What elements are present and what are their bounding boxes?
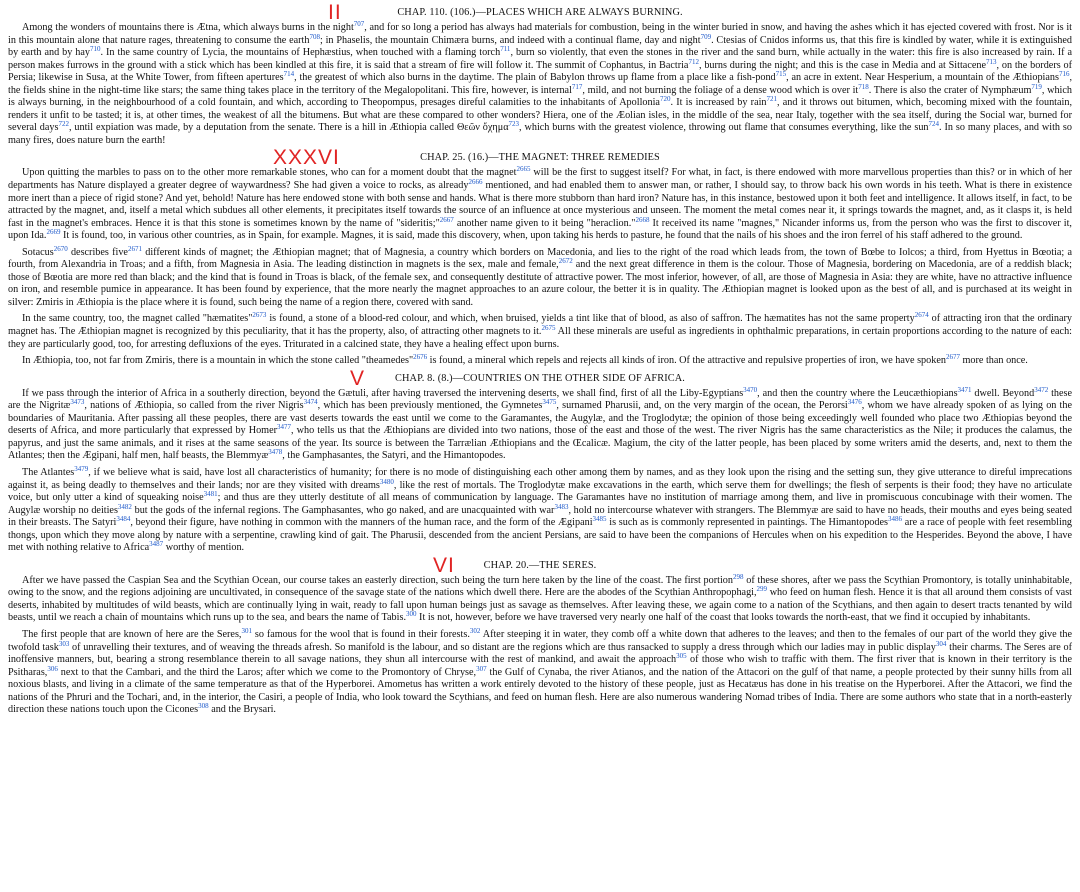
text-run: who feed on human flesh. Hence it is that all around them consists of vast deserts, inhabited by multitudes of wild beasts, which are continually lying in wait, ready to fall upon human beings just as savage as themselves. After leaving these, we again come to a nation of the Scythians, and then again to desert tracts tenanted by wild beasts, until we reach a chain of mountains which runs up to the sea, and bears the name of Tabis. <box>8 587 1072 624</box>
text-run: After steeping it in water, they comb off a white down that adheres to the leaves; and then to the females of our part of the world they give the twofold task <box>8 628 1073 653</box>
footnote-link[interactable]: 3476 <box>847 398 862 407</box>
text-run: , the greatest of which also burns in the daytime. The plain of Babylon throws up flame from a place like a fish-pond <box>294 72 776 84</box>
footnote-link[interactable]: 3479 <box>74 464 89 473</box>
text-run: will be the first to suggest itself? For what, in fact, is there endowed with more marvellous properties than this? or in which of her departments has Nature displayed a greater degree of waywardness? She had given a voice to rocks, as already <box>8 167 1073 192</box>
footnote-link[interactable]: 2672 <box>558 257 573 266</box>
text-run: All these minerals are useful as ingredients in ophthalmic preparations, in certain proportions according to the nature of each: they are particularly good, too, for arresting defluxions of the eyes. Triturated in a calcined state, they have a healing effect upon burns. <box>8 326 1072 350</box>
text-run: , burn so violently, that even the stones in the river and the sand burn, while actually in the water: this fire is also increased by rain. If a person makes furrows in the ground with a stick which has been kindled at this fire, it is said that a stream of fire will follow it. The summit of Cophantus, in Bactria <box>8 47 1073 71</box>
handwritten-book-mark: VI <box>433 553 455 577</box>
footnote-link[interactable]: 3470 <box>743 385 758 394</box>
text-run: . It is increased by rain <box>670 97 767 109</box>
footnote-link[interactable]: 2677 <box>945 353 960 362</box>
handwritten-book-mark: XXXVI <box>273 146 340 170</box>
text-run: different kinds of magnet; the Æthiopian magnet; that of Magnesia, a country which borders on Macedonia, and lies to the right of the road which leads from, the town of Bœbe to Iolcos; a third, from Hyettus in Bœotia; a fourth, from Alexandria in Troas; and a fifth, from Magnesia in Asia. The leading distinction in magnets is the sex, male and female, <box>8 246 1073 271</box>
footnote-link[interactable]: 3486 <box>887 515 902 524</box>
text-run: , like the rest of mortals. The Troglodytæ make excavations in the earth, which serve them for dwellings; the flesh of serpents is their food; they have no articulate voice, but only utter a kind of squeaking noise <box>8 479 1072 504</box>
footnote-link[interactable]: 2674 <box>914 311 929 320</box>
text-run: so famous for the wool that is found in their forests. <box>251 628 470 640</box>
text-run: , mild, and not burning the foliage of a dense wood which is over it <box>582 84 859 96</box>
handwritten-book-mark: V <box>350 366 366 390</box>
text-run: these are the Nigritæ <box>8 387 1073 412</box>
text-run: . In the same country of Lycia, the mountains of Hephæstius, when touched with a flaming torch <box>100 47 501 59</box>
paragraph <box>8 464 1073 555</box>
footnote-link[interactable]: 710 <box>90 45 101 54</box>
footnote-link[interactable]: 708 <box>309 32 320 41</box>
footnote-link[interactable]: 2676 <box>413 353 428 362</box>
text-run: , surnamed Pharusii, and, on the very margin of the ocean, the Perorsi <box>556 400 848 412</box>
text-run: worthy of mention. <box>163 542 245 554</box>
footnote-link[interactable]: 3477 <box>277 423 292 432</box>
footnote-link[interactable]: 718 <box>858 82 869 91</box>
text-run: , an acre in extent. Near Hesperium, a mountain of the Æthiopians <box>786 72 1059 84</box>
text-run: It received its name "magnes," Nicander informs us, from the person who was the first to discover it, upon Ida. <box>8 217 1072 242</box>
text-run: describes five <box>67 246 128 258</box>
text-run: , and for so long a period has always had materials for combustion, being in the winter buried in snow, and having the ashes which it has ejected covered with frost. Nor is it in this mountain alone that nature rages, threatening to consume the earth <box>8 22 1073 46</box>
text-run: is such as is commonly represented in paintings. The Himantopodes <box>606 517 888 529</box>
text-run: , beyond their figure, have nothing in common with the manners of the human race, and the form of the Ægipani <box>130 517 593 529</box>
footnote-link[interactable]: 299 <box>756 585 768 594</box>
text-run: ; and thus are they utterly destitute of all means of communication by language. The Garamantes have no institution of marriage among them, and live in promiscuous concubinage with their women. The Augylæ worship no deities <box>8 492 1073 516</box>
text-run: , and it throws out bitumen, which, becoming mixed with the fountain, renders it unfit to be tasted; it is, at other times, the weakest of all the bitumens. But what are these compared to other wonders? Hiera, one of the Æolian isles, in the middle of the sea, near Italy, together with the sea itself, during the Social war, burned for several days <box>8 97 1072 134</box>
text-run: The Atlantes <box>22 466 75 478</box>
text-run: It is found, too, in various other countries, as in Spain, for example. Magnes, it is said, made this discovery, when, upon taking his herds to pasture, he found that the nails of his shoes and the iron ferrel of his staff adhered to the ground. <box>60 230 1023 242</box>
footnote-link[interactable]: 717 <box>571 82 583 91</box>
text-run: , burns during the night; and this is the case in Media and at Sittacene <box>698 59 986 71</box>
text-run: , on the borders of Persia; likewise in Susa, at the White Tower, from fifteen apertures <box>8 59 1072 84</box>
text-run: of unravelling their textures, and of weaving the threads afresh. So manifold is the labour, and so distant are the regions which are thus ransacked to supply a dress through which our ladies may in public display <box>69 641 936 653</box>
footnote-link[interactable]: 306 <box>47 664 58 673</box>
text-run: are a race of people with feet resembling thongs, upon which they move along by nature with a serpentine, crawling kind of gait. The Pharusii, descended from the ancient Persians, are said to have been the companions of Hercules when on his expedition to the Hesperides. Beyond the above, I have met with nothing relative to Africa <box>8 517 1073 554</box>
chapter-countries-africa <box>8 366 1073 555</box>
text-run: , the fields shine in the night-time like stars; the same thing takes place in the territory of the Megalopolitani. This fire, however, is internal <box>8 72 1073 96</box>
paragraph <box>8 313 1072 351</box>
text-run: , if we believe what is said, have lost all characteristics of humanity; for there is no mode of distinguishing each other among them by names, and as they look upon the rising and the setting sun, they give utterance to direful imprecations against it, as being deadly to themselves and their lands; nor are they visited with dreams <box>8 466 1072 491</box>
chapter-title: CHAP. 20.—THE SERES. <box>483 559 597 571</box>
footnote-link[interactable]: 707 <box>353 20 365 28</box>
text-run: , the Gamphasantes, the Satyri, and the Himantopodes. <box>282 450 506 462</box>
text-run: . In so many places, and with so many fires, does nature burn the earth! <box>8 122 1072 146</box>
footnote-link[interactable]: 3475 <box>542 398 557 407</box>
footnote-link[interactable]: 712 <box>688 57 699 66</box>
chapter-title: CHAP. 25. (16.)—THE MAGNET: THREE REMEDIES <box>420 152 660 164</box>
paragraph <box>8 244 1073 310</box>
footnote-link[interactable]: 709 <box>700 32 712 41</box>
footnote-link[interactable]: 720 <box>659 95 671 104</box>
text-run: Among the wonders of mountains there is Ætna, which always burns in the night <box>22 22 354 33</box>
paragraph <box>8 355 1072 368</box>
footnote-link[interactable]: 3482 <box>117 502 132 511</box>
footnote-link[interactable]: 713 <box>985 57 997 66</box>
text-run: It is not, however, before we have traversed very nearly one half of the coast that looks towards the north-east, that we find it occupied by inhabitants. <box>416 612 1031 624</box>
handwritten-book-mark: II <box>328 1 342 24</box>
footnote-link[interactable]: 711 <box>500 45 511 54</box>
text-run: . Ctesias of Cnidos informs us, that this fire is kindled by water, while it is extinguished by earth and by hay <box>8 34 1072 59</box>
footnote-link[interactable]: 724 <box>928 120 940 129</box>
footnote-link[interactable]: 719 <box>1031 82 1042 91</box>
text-run: their charms. The Seres are of inoffensive manners, but, bearing a strong resemblance therein to all savage nations, they shun all intercourse with the rest of mankind, and await the approach <box>8 641 1072 666</box>
text-run: , hold no intercourse whatever with strangers. The Blemmyæ are said to have no heads, their mouths and eyes being seated in their breasts. The Satyri <box>8 504 1072 529</box>
text-run: of attracting iron that the ordinary magnet has. The Æthiopian magnet is recognized by this peculiarity, that it has the property, also, of attracting other magnets to it. <box>8 313 1072 338</box>
footnote-link[interactable]: 3485 <box>592 515 607 524</box>
text-run: , who tells us that the Æthiopians are divided into two nations, those of the east and those of the west. The river Nigris has the same characteristics as the Nile; it produces the calamus, the papyrus, and just the same animals, and it rises at the same seasons of the year. Its source is between the Tarrælian Æthiopians and the Œcalicæ. Magium, the city of the latter people, has been placed by some writers amid the deserts, and, next to them the Atlantes; then the Ægipani, half men, half beasts, the Blemmyæ <box>8 425 1072 462</box>
paragraph <box>8 22 1072 147</box>
text-run: , and then the country where the Leucæthiopians <box>757 387 958 399</box>
footnote-link[interactable]: 304 <box>935 639 947 648</box>
text-run: is found, a mineral which repels and rejects all kinds of iron. Of the attractive and repulsive properties of iron, we have spoken <box>427 355 946 367</box>
chapter-title: CHAP. 8. (8.)—COUNTRIES ON THE OTHER SIDE OF AFRICA. <box>395 372 685 384</box>
text-run: After we have passed the Caspian Sea and the Scythian Ocean, our course takes an easterly direction, such being the turn here taken by the line of the coast. The first portion <box>22 574 733 586</box>
text-run: mentioned, and had enabled them to answer man, or rather, I should say, to throw back his own words in his teeth. What is there in existence more inert than a piece of rigid stone? And yet, behold! Nature has here endowed stone with both sense and hands. What is there more stubborn than hard iron? Nature has, in this instance, bestowed upon it both feet and intelligence. It allows itself, in fact, to be attracted by the magnet, and, itself a metal which subdues all other elements, it precipitates itself towards the source of an influence at once mysterious and unseen. The moment the metal comes near it, it springs towards the magnet, and, as it clasps it, is held fast in the magnet's embraces. Hence it is that this stone is sometimes known by the name of "sideritis;" <box>8 180 1072 229</box>
paragraph <box>8 572 1073 625</box>
text-run: of these shores, after we pass the Scythian Promontory, is totally uninhabitable, owing to the snow, and the regions adjoining are uncultivated, in consequence of the savage state of the nations which dwell there. Here are the abodes of the Scythian Anthropophagi, <box>8 574 1073 599</box>
footnote-link[interactable]: 2667 <box>439 215 454 224</box>
text-run: next to that the Cambari, and the third the Laros; after which we come to the Promontory of Chryse, <box>57 666 477 678</box>
text-run: the Gulf of Cynaba, the river Atianos, and the nation of the Attacori on the gulf of that name, a people protected by their sunny hills from all noxious blasts, and living in a climate of the same temperature as that of the Hyperborei. Amometus has written a work entirely devoted to the history of these people, just as Hecatæus has done in his treatise on the Hyperborei. After the Attacori, we find the nations of the Phruri and the Tochari, and, in the interior, the Casiri, a people of India, who look toward the Scythians, and feed on human flesh. Here are also numerous wandering Nomad tribes of India. There are some authors who state that in a north-easterly direction these nations touch upon the Cicones <box>8 666 1072 716</box>
footnote-link[interactable]: 3480 <box>379 477 394 486</box>
paragraph <box>8 626 1073 717</box>
text-run: is found, a stone of a blood-red colour, and which, when bruised, yields a tint like that of blood, as also of saffron. The hæmatites has not the same property <box>266 313 915 325</box>
footnote-link[interactable]: 3484 <box>116 515 131 524</box>
text-run: but the gods of the infernal regions. The Gamphasantes, who go naked, and are unacquainted with war <box>131 504 555 516</box>
text-run: , which has been previously mentioned, the Gymnetes <box>317 400 543 412</box>
footnote-link[interactable]: 723 <box>508 120 520 129</box>
paragraph <box>8 167 1072 242</box>
text-run: dwell. Beyond <box>971 387 1035 399</box>
text-run: The first people that are known of here are the Seres, <box>22 628 242 640</box>
text-run: , which is always burning, in the neighbourhood of a cold fountain, and which, according to Theopompus, presages direful calamities to the inhabitants of Apollonia <box>8 84 1073 109</box>
footnote-link[interactable]: 2671 <box>127 244 142 253</box>
text-run: and the Brysari. <box>208 704 276 716</box>
text-run: Sotacus <box>22 246 54 258</box>
paragraph <box>8 385 1073 463</box>
text-run: In Æthiopia, too, not far from Zmiris, there is a mountain in which the stone called "theamedes" <box>22 355 414 367</box>
footnote-link[interactable]: 3487 <box>149 540 164 549</box>
text-run: ; in Phaselis, the mountain Chimæra burns, and indeed with a continual flame, day and night <box>319 34 701 46</box>
footnote-link[interactable]: 3478 <box>268 448 283 457</box>
footnote-link[interactable]: 3474 <box>303 398 318 407</box>
footnote-link[interactable]: 714 <box>283 70 295 79</box>
footnote-link[interactable]: 301 <box>241 626 252 635</box>
chapter-title: CHAP. 110. (106.)—PLACES WHICH ARE ALWAYS BURNING. <box>397 7 683 18</box>
text-run: another name given to it being "heraclion." <box>453 217 636 229</box>
footnote-link[interactable]: 307 <box>476 664 487 673</box>
chapter-places-always-burning <box>8 1 1073 147</box>
footnote-link[interactable]: 715 <box>775 70 787 79</box>
footnote-link[interactable]: 2669 <box>46 228 61 237</box>
footnote-link[interactable]: 722 <box>58 120 69 129</box>
text-run: of those who wish to traffic with them. The first river that is known in their territory is the Psitharas, <box>8 654 1072 678</box>
chapter-seres <box>8 553 1073 717</box>
footnote-link[interactable]: 300 <box>406 610 417 619</box>
text-run: , nations of Æthiopia, so called from the river Nigris <box>84 400 304 412</box>
footnote-link[interactable]: 2670 <box>53 244 68 253</box>
footnote-link[interactable]: 3472 <box>1034 385 1049 394</box>
text-run: more than once. <box>959 355 1028 367</box>
text-run: In the same country, too, the magnet called "hæmatites" <box>22 313 253 325</box>
footnote-link[interactable]: 3483 <box>554 502 569 511</box>
text-run: , which burns with the greatest violence, throwing out flame that consumes everything, like the sun <box>519 122 929 134</box>
footnote-link[interactable]: 3473 <box>70 398 85 407</box>
footnote-link[interactable]: 305 <box>676 652 687 661</box>
text-run: and the next great difference in them is the colour. Those of Magnesia, bordering on Macedonia, are of a reddish black; those of Bœotia are more red than black; and the kind that is found in Troas is black, of the female sex, and consequently destitute of attractive power. The most inferior, however, of all, are those of Magnesia in Asia: they are white, have no attractive influence on iron, and resemble pumice in appearance. It has been found by experience, that the more nearly the magnet approaches to an azure colour, the better it is in quality. The Æthiopian magnet is looked upon as the best of all, and is purchased at its weight in silver: Zmiris in Æthiopia is the place where it is found, such being the name of a region there, covered with sand. <box>8 259 1072 308</box>
footnote-link[interactable]: 298 <box>732 572 744 581</box>
footnote-link[interactable]: 721 <box>766 95 778 104</box>
footnote-link[interactable]: 308 <box>198 702 209 711</box>
footnote-link[interactable]: 3471 <box>957 385 972 394</box>
footnote-link[interactable]: 2666 <box>468 178 483 187</box>
footnote-link[interactable]: 2668 <box>635 215 650 224</box>
footnote-link[interactable]: 2673 <box>252 311 267 320</box>
text-run: . There is also the crater of Nymphæum <box>868 84 1032 96</box>
footnote-link[interactable]: 3481 <box>203 490 218 499</box>
text-run: , until expiation was made, by a deputation from the senate. There is a hill in Æthiopia called Θεῶν ὄχημα <box>68 122 509 134</box>
text-run: Upon quitting the marbles to pass on to the other more remarkable stones, who can for a moment doubt that the magnet <box>22 167 517 179</box>
text-run: , whom we have already spoken of as lying on the boundaries of Mauritania. After passing all these peoples, there are vast deserts towards the east until we come to the Garamantes, the Augylæ, and the Troglodytæ; the opinion of those being exceedingly well founded who place two Æthiopias beyond the deserts of Africa, and more particularly that expressed by Homer <box>8 400 1073 437</box>
footnote-link[interactable]: 716 <box>1058 70 1070 79</box>
footnote-link[interactable]: 2675 <box>541 324 556 333</box>
text-run: If we pass through the interior of Africa in a southerly direction, beyond the Gætuli, after having traversed the intervening deserts, we shall find, first of all the Liby-Egyptians <box>22 387 744 399</box>
footnote-link[interactable]: 303 <box>58 639 70 648</box>
footnote-link[interactable]: 302 <box>469 626 481 635</box>
footnote-link[interactable]: 2665 <box>516 165 531 174</box>
chapter-magnet <box>8 146 1073 367</box>
